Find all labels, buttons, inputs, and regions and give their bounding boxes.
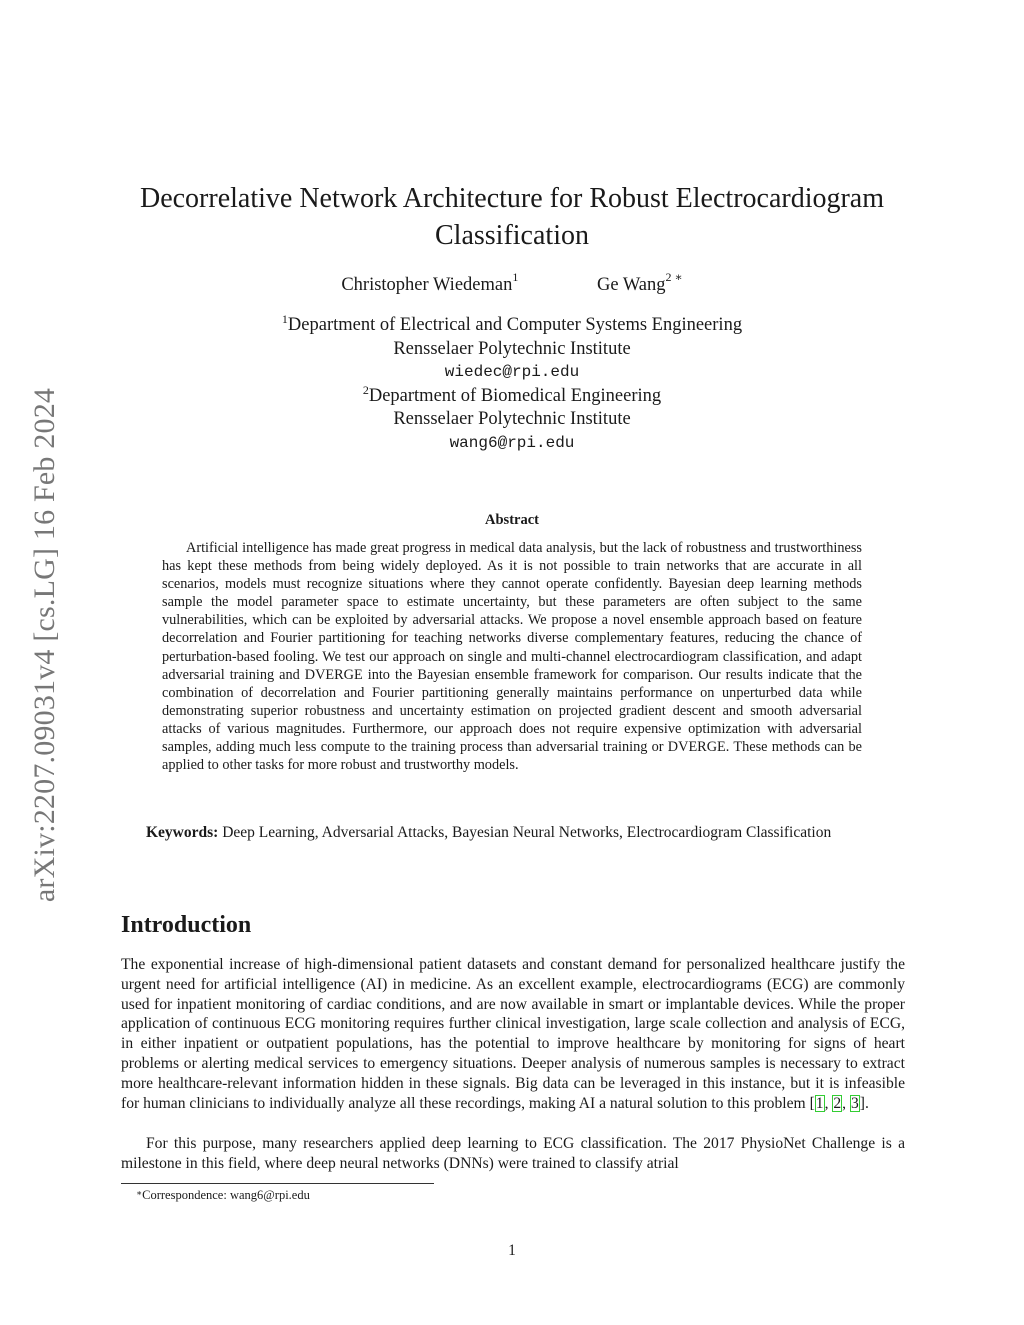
footnote-mark: ∗ (136, 1188, 143, 1198)
affiliation-department: Department of Biomedical Engineering (368, 385, 662, 406)
author-list (0, 272, 1024, 298)
citation-link[interactable]: 3 (850, 1094, 859, 1112)
page-number: 1 (508, 1242, 516, 1259)
author-name: Ge Wang (596, 275, 666, 295)
keywords-list: Deep Learning, Adversarial Attacks, Bayesian Neural Networks, Electrocardiogram Classification (222, 824, 832, 841)
footnote-divider (121, 1183, 434, 1184)
paper-title: Decorrelative Network Architecture for Robust Electrocardiogram Classification (139, 183, 885, 251)
affiliation-block (0, 314, 1024, 455)
citation-link[interactable]: 1 (815, 1094, 824, 1112)
abstract-heading: Abstract (485, 512, 539, 528)
author-name: Christopher Wiedeman (341, 275, 513, 295)
affiliation-2-email: wang6@rpi.edu (449, 433, 575, 452)
keywords-label: Keywords: (146, 824, 219, 841)
author-2 (597, 272, 683, 298)
section-heading-introduction: Introduction (121, 912, 252, 938)
affiliation-1-department (0, 314, 1024, 338)
author-affiliation-mark: 2 ∗ (665, 270, 683, 284)
affiliation-mark: 2 (362, 382, 369, 397)
citation-link[interactable]: 2 (833, 1094, 842, 1112)
affiliation-department: Department of Electrical and Computer Systems Engineering (287, 315, 743, 335)
footnote (121, 1187, 310, 1203)
footnote-text: Correspondence: wang6@rpi.edu (142, 1188, 310, 1202)
keywords-paragraph (121, 823, 905, 843)
abstract-text: Artificial intelligence has made great progress in medical data analysis, but the lack of robustness and trustworthiness has kept these methods from being widely deployed. As it is not possible to train networks that are accurate in all scenarios, models must recognize situations where they cannot operate confidently. Bayesian deep learning methods sample the model parameter space to estimate uncertainty, but these parameters are often subject to the same vulnerabilities, which can be exploited by adversarial attacks. We propose a novel ensemble approach based on feature decorrelation and Fourier partitioning for teaching networks diverse complementary features, reducing the chance of perturbation-based fooling. We test our approach on single and multi-channel electrocardiogram classification, and adapt adversarial training and DVERGE into the Bayesian ensemble framework for comparison. Our results indicate that the combination of decorrelation and Fourier partitioning generally maintains performance on unperturbed data while demonstrating superior robustness and uncertainty estimation on projected gradient descent and smooth adversarial attacks of various magnitudes. Furthermore, our approach does not require expensive optimization with adversarial samples, adding much less compute to the training process than adversarial training or DVERGE. These methods can be applied to other tasks for more robust and trustworthy models. (162, 540, 862, 774)
intro-paragraph-1-text: The exponential increase of high-dimensional patient datasets and constant demand for personalized healthcare justify the urgent need for artificial intelligence (AI) in medicine. As an excellent example, electrocardiograms (ECG) are commonly used for inpatient monitoring of cardiac conditions, and are now available in smart or implantable devices. While the proper application of continuous ECG monitoring requires further clinical investigation, large scale collection and analysis of ECG, in either inpatient or outpatient populations, has the potential to improve healthcare by monitoring for signs of heart problems or alerting medical services to emergency situations. Deeper analysis of numerous samples is necessary to extract more healthcare-relevant information hidden in these signals. Big data can be leveraged in this instance, but it is infeasible for human clinicians to individually analyze all these recordings, making AI a natural solution to this problem (121, 956, 905, 1112)
arxiv-identifier-stamp: arXiv:2207.09031v4 [cs.LG] 16 Feb 2024 (28, 387, 61, 903)
affiliation-2-institution: Rensselaer Polytechnic Institute (393, 409, 631, 429)
author-affiliation-mark: 1 (512, 270, 519, 284)
affiliation-2-department (0, 382, 1024, 409)
affiliation-1-institution: Rensselaer Polytechnic Institute (393, 338, 631, 359)
affiliation-1-email: wiedec@rpi.edu (444, 363, 580, 381)
intro-paragraph-1: The exponential increase of high-dimensional patient datasets and constant demand for personalized healthcare justify the urgent need for artificial intelligence (AI) in medicine. As an excellent example, electrocardiograms (ECG) are commonly used for inpatient monitoring of cardiac conditions, and are now available in smart or implantable devices. While the proper application of continuous ECG monitoring requires further clinical investigation, large scale collection and analysis of ECG, in either inpatient or outpatient populations, has the potential to improve healthcare by monitoring for signs of heart problems or alerting medical services to emergency situations. Deeper analysis of numerous samples is necessary to extract more healthcare-relevant information hidden in these signals. Big data can be leveraged in this instance, but it is infeasible for human clinicians to individually analyze all these recordings, making AI a natural solution to this problem [1, 2, 3]. (121, 956, 905, 1112)
affiliation-mark: 1 (281, 312, 288, 326)
intro-paragraph-2: For this purpose, many researchers applied deep learning to ECG classification. The 2017 PhysioNet Challenge is a milestone in this field, where deep neural networks (DNNs) were trained to classify atrial (121, 1135, 905, 1172)
author-1 (341, 272, 518, 298)
